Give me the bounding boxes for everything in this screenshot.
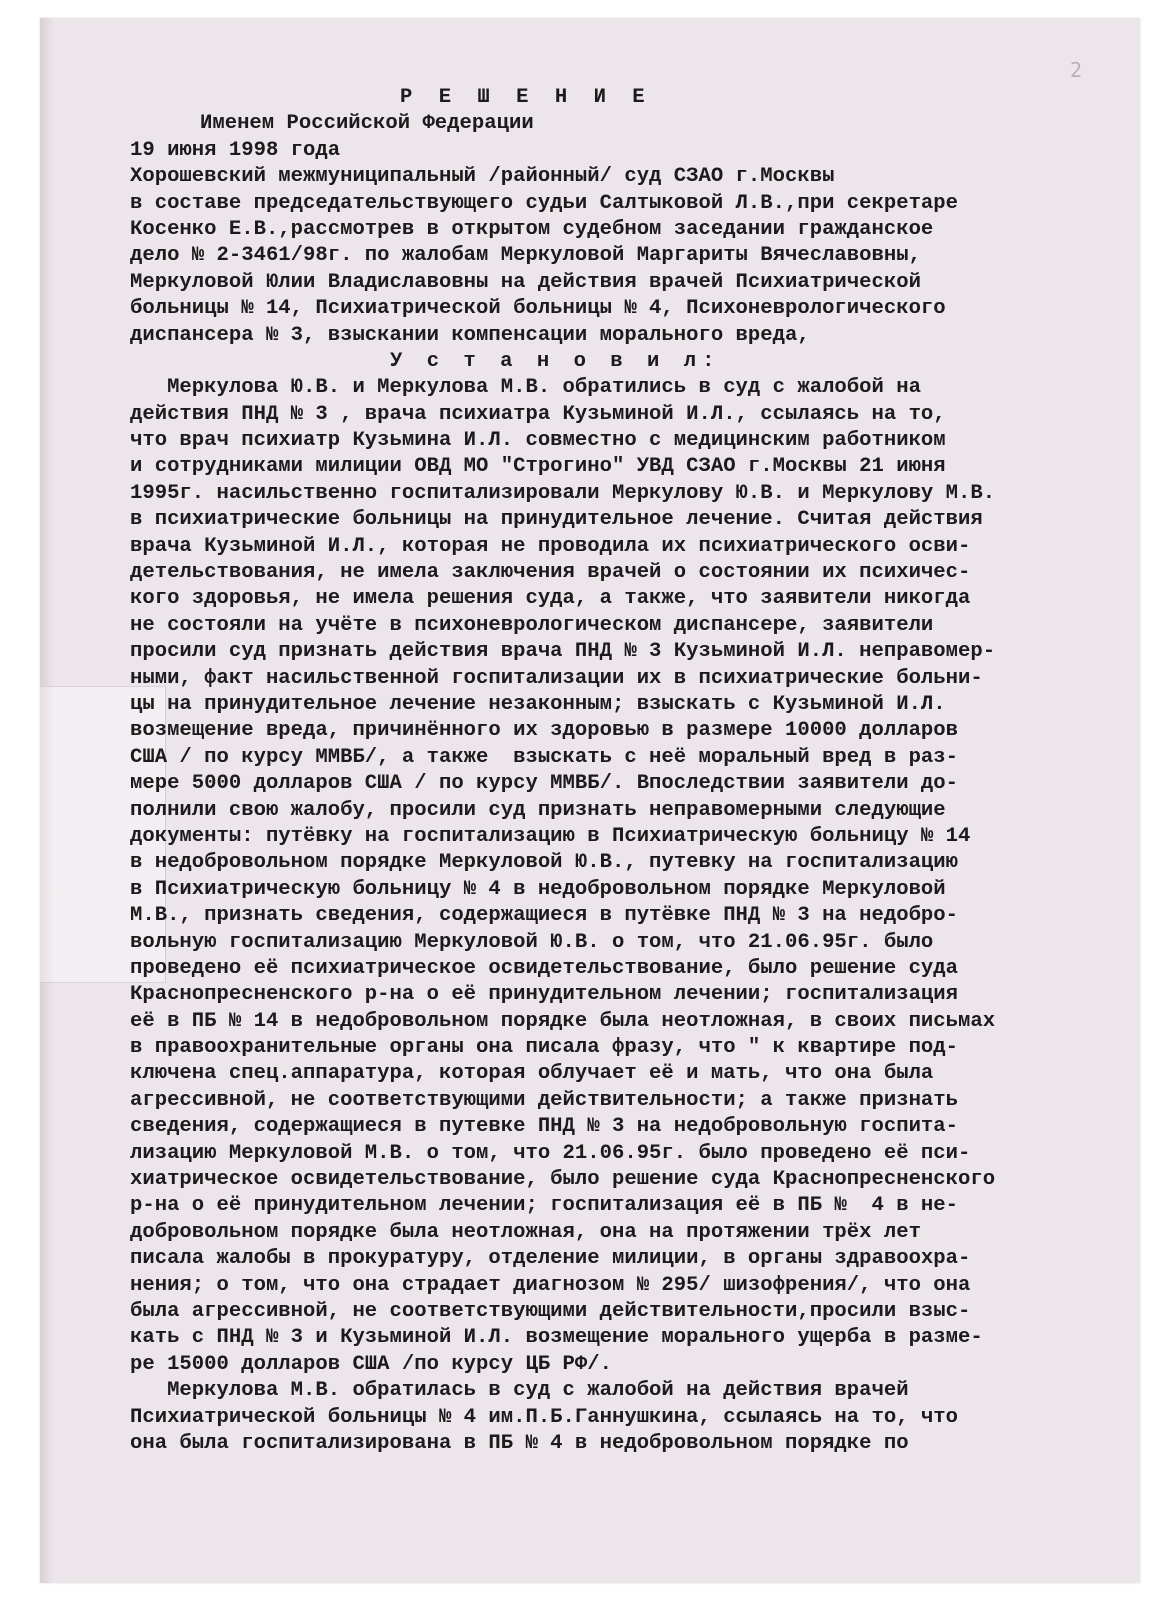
body-line: в правоохранительные органы она писала фразу, что " к квартире под- (130, 1036, 959, 1060)
body-line: 1995г. насильственно госпитализировали Меркулову Ю.В. и Меркулову М.В. (130, 481, 996, 505)
body-line: действия ПНД № 3 , врача психиатра Кузьминой И.Л., ссылаясь на то, (130, 402, 946, 426)
body-line: агрессивной, не соответствующими действительности; а также признать (130, 1088, 959, 1112)
body-line: М.В., признать сведения, содержащиеся в путёвке ПНД № 3 на недобро- (130, 904, 959, 928)
header-line: Меркуловой Юлии Владиславовны на действия врачей Психиатрической (130, 270, 921, 294)
body-line: лизацию Меркуловой М.В. о том, что 21.06.95г. было проведено её пси- (130, 1141, 971, 1165)
body-line: хиатрическое освидетельствование, было решение суда Краснопресненского (130, 1168, 996, 1192)
body-line: кать с ПНД № 3 и Кузьминой И.Л. возмещение морального ущерба в разме- (130, 1326, 983, 1350)
established-heading: У с т а н о в и л: (390, 349, 721, 373)
header-line: в составе председательствующего судьи Салтыковой Л.В.,при секретаре (130, 191, 959, 215)
body-line: была агрессивной, не соответствующими действительности,просили взыс- (130, 1299, 971, 1323)
body-line: в психиатрические больницы на принудительное лечение. Считая действия (130, 508, 983, 532)
document-title: Р Е Ш Е Н И Е (400, 86, 652, 109)
body-line: р-на о её принудительном лечении; госпитализация её в ПБ № 4 в не- (130, 1194, 959, 1218)
body-line: Краснопресненского р-на о её принудительном лечении; госпитализация (130, 983, 959, 1007)
body-line: ключена спец.аппаратура, которая облучает её и мать, что она была (130, 1062, 934, 1086)
page-number: 2 (1069, 58, 1082, 82)
header-line: дело № 2-3461/98г. по жалобам Меркуловой Маргариты Вячеславовны, (130, 244, 921, 268)
body-line: детельствования, не имела заключения врачей о состоянии их психичес- (130, 561, 971, 585)
body-line: врача Кузьминой И.Л., которая не проводила их психиатрического осви- (130, 534, 971, 558)
body-line: добровольном порядке была неотложная, она на протяжении трёх лет (130, 1220, 921, 1244)
body-line: документы: путёвку на госпитализацию в Психиатрическую больницу № 14 (130, 824, 971, 848)
body-line: вольную госпитализацию Меркуловой Ю.В. о том, что 21.06.95г. было (130, 930, 934, 954)
body-line: сведения, содержащиеся в путевке ПНД № 3 на недобровольную госпита- (130, 1115, 959, 1139)
body-line: что врач психиатр Кузьмина И.Л. совместно с медицинским работником (130, 429, 946, 453)
body-line: в недобровольном порядке Меркуловой Ю.В., путевку на госпитализацию (130, 851, 959, 875)
body-line: возмещение вреда, причинённого их здоровью в размере 10000 долларов (130, 719, 959, 743)
body-line: в Психиатрическую больницу № 4 в недобровольном порядке Меркуловой (130, 877, 946, 901)
body-line: мере 5000 долларов США / по курсу ММВБ/. Впоследствии заявители до- (130, 772, 959, 796)
body-line: просили суд признать действия врача ПНД № 3 Кузьминой И.Л. неправомер- (130, 640, 996, 664)
body-line: проведено её психиатрическое освидетельствование, было решение суда (130, 956, 959, 980)
body-line: США / по курсу ММВБ/, а также взыскать с неё моральный вред в раз- (130, 745, 959, 769)
body-line: писала жалобы в прокуратуру, отделение милиции, в органы здравоохра- (130, 1247, 971, 1271)
body-line: она была госпитализирована в ПБ № 4 в недобровольном порядке по (130, 1431, 909, 1455)
body-line: Меркулова М.В. обратилась в суд с жалобой на действия врачей (130, 1379, 909, 1403)
document-date: 19 июня 1998 года (130, 138, 341, 162)
body-line: ре 15000 долларов США /по курсу ЦБ РФ/. (130, 1352, 612, 1376)
header-line: больницы № 14, Психиатрической больницы № 4, Психоневрологического (130, 297, 946, 321)
body-text (130, 375, 1090, 1457)
body-line: её в ПБ № 14 в недобровольном порядке была неотложная, в своих письмах (130, 1009, 996, 1033)
document-text (130, 85, 1090, 1457)
header-line: диспансера № 3, взыскании компенсации морального вреда, (130, 323, 810, 347)
header-line: Косенко Е.В.,рассмотрев в открытом судебном заседании гражданское (130, 217, 934, 241)
body-line: не состояли на учёте в психоневрологическом диспансере, заявители (130, 613, 934, 637)
body-line: полнили свою жалобу, просили суд признать неправомерными следующие (130, 798, 946, 822)
body-line: цы на принудительное лечение незаконным; взыскать с Кузьминой И.Л. (130, 692, 946, 716)
body-line: Психиатрической больницы № 4 им.П.Б.Ганнушкина, ссылаясь на то, что (130, 1405, 959, 1429)
document-subtitle: Именем Российской Федерации (200, 112, 534, 136)
body-line: Меркулова Ю.В. и Меркулова М.В. обратились в суд с жалобой на (130, 376, 921, 400)
body-line: нения; о том, что она страдает диагнозом № 295/ шизофрения/, что она (130, 1273, 971, 1297)
body-line: ными, факт насильственной госпитализации их в психиатрические больни- (130, 666, 983, 690)
header-line: Хорошевский межмуниципальный /районный/ суд СЗАО г.Москвы (130, 165, 835, 189)
body-line: и сотрудниками милиции ОВД МО "Строгино" УВД СЗАО г.Москвы 21 июня (130, 455, 946, 479)
body-line: кого здоровья, не имела решения суда, а также, что заявители никогда (130, 587, 971, 611)
